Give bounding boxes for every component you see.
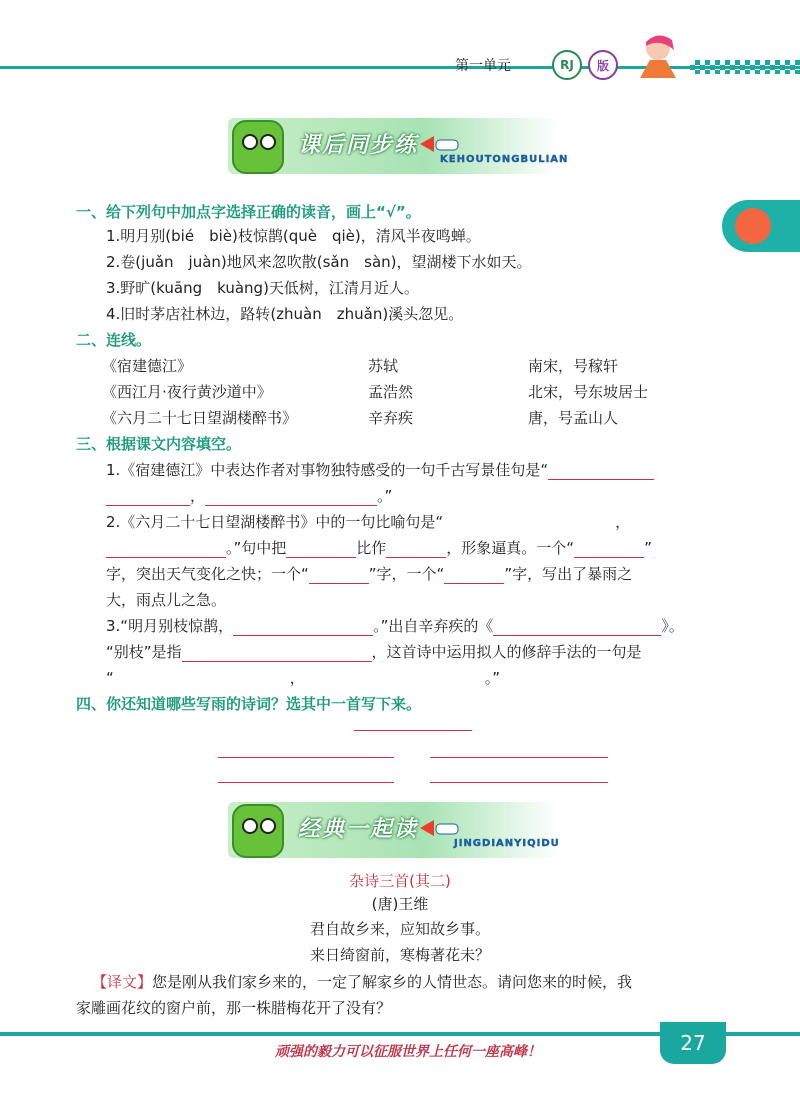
match-note: 唐，号孟山人 xyxy=(528,409,619,427)
section1-item: 1.明月别(bié biè)枝惊鹊(què qiè)，清风半夜鸣蝉。 xyxy=(106,227,481,245)
question-2-line3: 字，突出天气变化之快；一个“ ”字，一个“ ”字，写出了暴雨之 xyxy=(106,565,633,583)
footer-motto: 顽强的毅力可以征服世界上任何一座高峰！ xyxy=(275,1044,541,1060)
question-3-line2: “别枝”是指 ，这首诗中运用拟人的修辞手法的一句是 xyxy=(106,643,642,661)
poem-title-line[interactable] xyxy=(354,730,472,731)
pointing-hand-icon xyxy=(420,132,460,156)
section1-item: 3.野旷(kuāng kuàng)天低树，江清月近人。 xyxy=(106,279,419,297)
answer-blank[interactable] xyxy=(233,619,373,636)
banner-practice-subtitle: KEHOUTONGBULIAN xyxy=(440,154,569,165)
answer-blank[interactable] xyxy=(205,489,377,506)
rj-badge: RJ xyxy=(552,50,582,80)
match-note: 北宋，号东坡居士 xyxy=(528,383,649,401)
poem-line[interactable] xyxy=(430,782,608,783)
unit-label: 第一单元 xyxy=(455,58,511,74)
cartoon-girl-icon xyxy=(630,30,690,80)
edition-badge: 版 xyxy=(588,50,618,80)
question-2-line1: 2.《六月二十七日望湖楼醉书》中的一句比喻句是“ ， xyxy=(106,513,631,531)
answer-blank[interactable] xyxy=(444,567,504,584)
poem-author: (唐)王维 xyxy=(371,895,429,913)
banner-practice-title: 课后同步练 xyxy=(298,133,419,158)
poem-line-1: 君自故乡来，应知故乡事。 xyxy=(309,920,490,938)
section3-heading: 三、根据课文内容填空。 xyxy=(76,435,242,453)
match-poet: 孟浩然 xyxy=(368,383,414,401)
fox-face-icon xyxy=(735,208,771,244)
answer-blank[interactable] xyxy=(493,619,661,636)
poem-title: 杂诗三首(其二) xyxy=(349,872,451,890)
page-number: 27 xyxy=(660,1022,726,1064)
section1-heading: 一、给下列句中加点字选择正确的读音，画上“√”。 xyxy=(76,203,421,221)
answer-blank[interactable] xyxy=(309,567,369,584)
question-3-line3: “ ， 。” xyxy=(106,669,501,687)
translation-label: 【译文】 xyxy=(92,973,153,991)
answer-blank[interactable] xyxy=(386,541,446,558)
banner-reading-title: 经典一起读 xyxy=(298,817,419,842)
translation-line-2: 家雕画花纹的窗户前，那一株腊梅花开了没有？ xyxy=(76,999,392,1017)
answer-blank[interactable] xyxy=(106,489,190,506)
translation-line-1: 【译文】您是刚从我们家乡来的，一定了解家乡的人情世态。请问您来的时候，我 xyxy=(92,973,633,991)
question-1-line2: ， 。” xyxy=(106,485,392,506)
section2-heading: 二、连线。 xyxy=(76,331,152,349)
poem-line[interactable] xyxy=(430,757,608,758)
monster-mascot-icon xyxy=(232,120,284,174)
section1-item: 4.旧时茅店社林边，路转(zhuàn zhuǎn)溪头忽见。 xyxy=(106,305,464,323)
match-poem: 《六月二十七日望湖楼醉书》 xyxy=(102,409,298,427)
poem-line[interactable] xyxy=(218,757,394,758)
answer-blank[interactable] xyxy=(182,645,372,662)
answer-blank[interactable] xyxy=(574,541,644,558)
match-poet: 辛弃疾 xyxy=(368,409,414,427)
question-3-line1: 3.“明月别枝惊鹊， 。”出自辛弃疾的《 》。 xyxy=(106,617,684,635)
question-2-line4: 大，雨点儿之急。 xyxy=(106,591,227,609)
pointing-hand-icon xyxy=(420,816,460,840)
section4-heading: 四、你还知道哪些写雨的诗词？选其中一首写下来。 xyxy=(76,695,422,713)
question-1-line1: 1.《宿建德江》中表达作者对事物独特感受的一句千古写景佳句是“ xyxy=(106,459,654,480)
header-checker-decoration xyxy=(690,60,800,74)
section1-item: 2.卷(juǎn juàn)地风来忽吹散(sǎn sàn)，望湖楼下水如天。 xyxy=(106,253,532,271)
match-note: 南宋，号稼轩 xyxy=(528,357,619,375)
match-poem: 《宿建德江》 xyxy=(102,357,193,375)
match-poem: 《西江月·夜行黄沙道中》 xyxy=(102,383,272,401)
answer-blank[interactable] xyxy=(286,541,356,558)
poem-line-2: 来日绮窗前，寒梅著花未？ xyxy=(309,946,490,964)
answer-blank[interactable] xyxy=(548,463,654,480)
answer-blank[interactable] xyxy=(106,541,226,558)
banner-reading-subtitle: JINGDIANYIQIDU xyxy=(454,838,560,849)
match-poet: 苏轼 xyxy=(368,357,399,375)
question-2-line2: 。”句中把 比作 ，形象逼真。一个“ ” xyxy=(106,537,652,558)
poem-line[interactable] xyxy=(218,782,394,783)
monster-mascot-icon xyxy=(232,804,284,858)
